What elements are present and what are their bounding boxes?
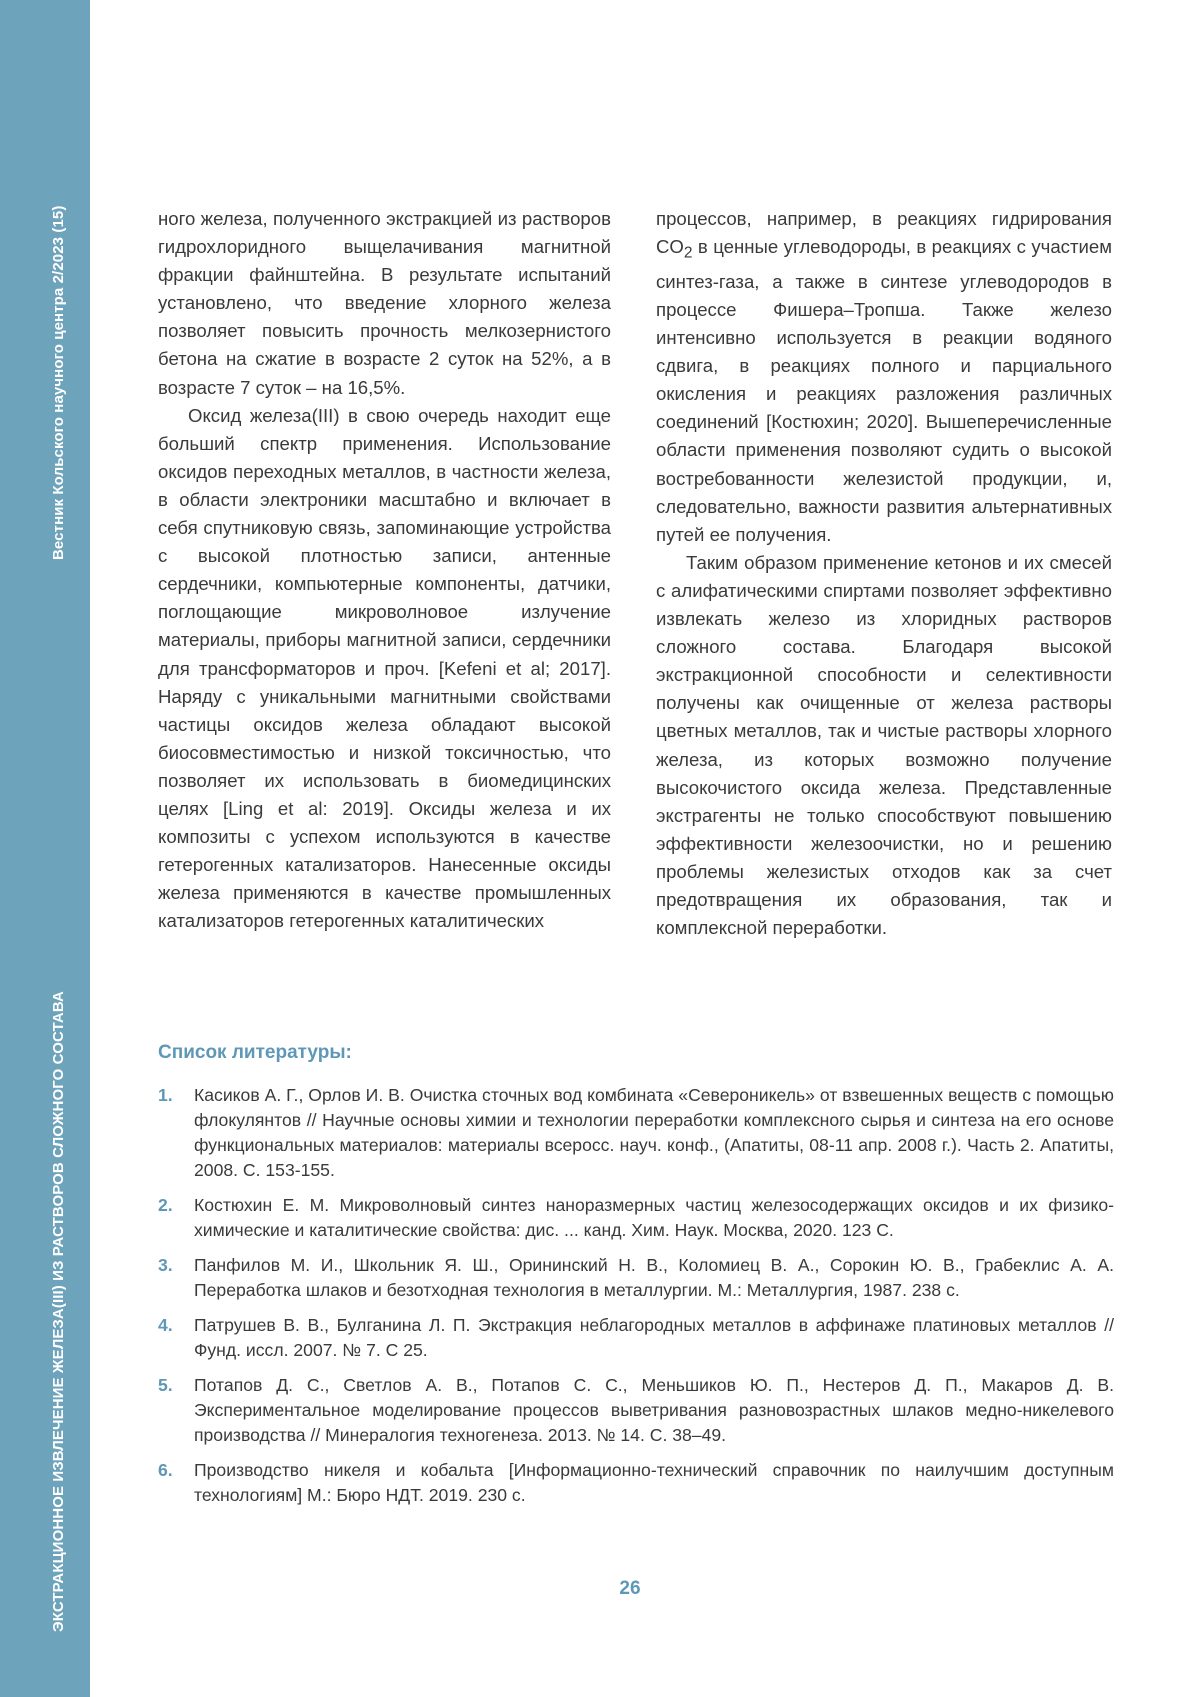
reference-text: Панфилов М. И., Школьник Я. Ш., Орининский Н. В., Коломиец В. А., Сорокин Ю. В., Грабеклис А. А. Переработка шлаков и безотходная технология в металлургии. М.: Металлургия, 1987. 238 с. — [194, 1255, 1114, 1300]
co2-subscript: 2 — [683, 244, 693, 262]
reference-number: 5. — [158, 1375, 173, 1395]
left-column — [158, 205, 611, 935]
reference-item — [158, 1253, 1114, 1303]
reference-number: 3. — [158, 1255, 173, 1275]
reference-text: Костюхин Е. М. Микроволновый синтез наноразмерных частиц железосодержащих оксидов и их физико-химические и каталитические свойства: дис. ... канд. Хим. Наук. Москва, 2020. 123 С. — [194, 1195, 1114, 1240]
reference-item — [158, 1193, 1114, 1243]
sidebar-band — [0, 0, 90, 1697]
reference-item — [158, 1458, 1114, 1508]
references-list — [158, 1083, 1114, 1518]
reference-number: 6. — [158, 1460, 173, 1480]
left-paragraph-1: ного железа, полученного экстракцией из растворов гидрохлоридного выщелачивания магнитной фракции файнштейна. В результате испытаний установлено, что введение хлорного железа позволяет повысить прочность мелкозернистого бетона на сжатие в возрасте 2 суток на 52%, а в возрасте 7 суток – на 16,5%. — [158, 208, 611, 398]
right-paragraph-1 — [656, 205, 1112, 549]
page-number: 26 — [619, 1578, 641, 1599]
right-column — [656, 205, 1112, 942]
reference-item — [158, 1373, 1114, 1448]
left-paragraph-2: Оксид железа(III) в свою очередь находит еще больший спектр применения. Использование оксидов переходных металлов, в частности железа, в области электроники масштабно и включает в себя спутниковую связь, запоминающие устройства с высокой плотностью записи, антенные сердечники, компьютерные компоненты, датчики, поглощающие микроволновое излучение материалы, приборы магнитной записи, сердечники для трансформаторов и проч. [Kefeni et al; 2017]. Наряду с уникальными магнитными свойствами частицы оксидов железа обладают высокой биосовместимостью и низкой токсичностью, что позволяет их использовать в биомедицинских целях [Ling et al: 2019]. Оксиды железа и их композиты с успехом используются в качестве гетерогенных катализаторов. Нанесенные оксиды железа применяются в качестве промышленных катализаторов гетерогенных каталитических — [158, 404, 611, 932]
reference-text: Производство никеля и кобальта [Информационно-технический справочник по наилучшим доступным технологиям] М.: Бюро НДТ. 2019. 230 с. — [194, 1460, 1114, 1505]
reference-item — [158, 1083, 1114, 1183]
reference-item — [158, 1313, 1114, 1363]
reference-text: Касиков А. Г., Орлов И. В. Очистка сточных вод комбината «Североникель» от взвешенных веществ с помощью флокулянтов // Научные основы химии и технологии переработки комплексного сырья и синтеза на его основе функциональных материалов: материалы всеросс. науч. конф., (Апатиты, 08-11 апр. 2008 г.). Часть 2. Апатиты, 2008. С. 153-155. — [194, 1085, 1114, 1180]
reference-text: Потапов Д. С., Светлов А. В., Потапов С. С., Меньшиков Ю. П., Нестеров Д. П., Макаров Д. В. Экспериментальное моделирование процессов выветривания разновозрастных шлаков медно-никелевого производства // Минералогия техногенеза. 2013. № 14. С. 38–49. — [194, 1375, 1114, 1445]
right-paragraph-1-part-b: в ценные углеводороды, в реакциях с участием синтез-газа, а также в синтезе углеводородов в процессе Фишера–Тропша. Также железо интенсивно используется в реакции водяного сдвига, в реакциях полного и парциального окисления и реакциях разложения различных соединений [Костюхин; 2020]. Вышеперечисленные области применения позволяют судить о высокой востребованности железистой продукции, и, следовательно, важности развития альтернативных путей ее получения. — [656, 236, 1112, 545]
journal-title: Вестник Кольского научного центра 2/2023 (15) — [50, 205, 67, 560]
article-topic: ЭКСТРАКЦИОННОЕ ИЗВЛЕЧЕНИЕ ЖЕЛЕЗА(III) ИЗ РАСТВОРОВ СЛОЖНОГО СОСТАВА — [50, 991, 67, 1632]
reference-text: Патрушев В. В., Булганина Л. П. Экстракция неблагородных металлов в аффинаже платиновых металлов // Фунд. иссл. 2007. № 7. С 25. — [194, 1315, 1114, 1360]
right-paragraph-1-part-a: процессов, например, в реакциях гидрирования CO — [656, 208, 1112, 258]
references-title: Список литературы: — [158, 1042, 352, 1063]
reference-number: 4. — [158, 1315, 173, 1335]
right-paragraph-2: Таким образом применение кетонов и их смесей с алифатическими спиртами позволяет эффективно извлекать железо из хлоридных растворов сложного состава. Благодаря высокой экстракционной способности и селективности получены как очищенные от железа растворы цветных металлов, так и чистые растворы хлорного железа, из которых возможно получение высокочистого оксида железа. Представленные экстрагенты не только способствуют повышению эффективности железоочистки, но и решению проблемы железистых отходов как за счет предотвращения их образования, так и комплексной переработки. — [656, 551, 1112, 939]
reference-number: 1. — [158, 1085, 173, 1105]
reference-number: 2. — [158, 1195, 173, 1215]
